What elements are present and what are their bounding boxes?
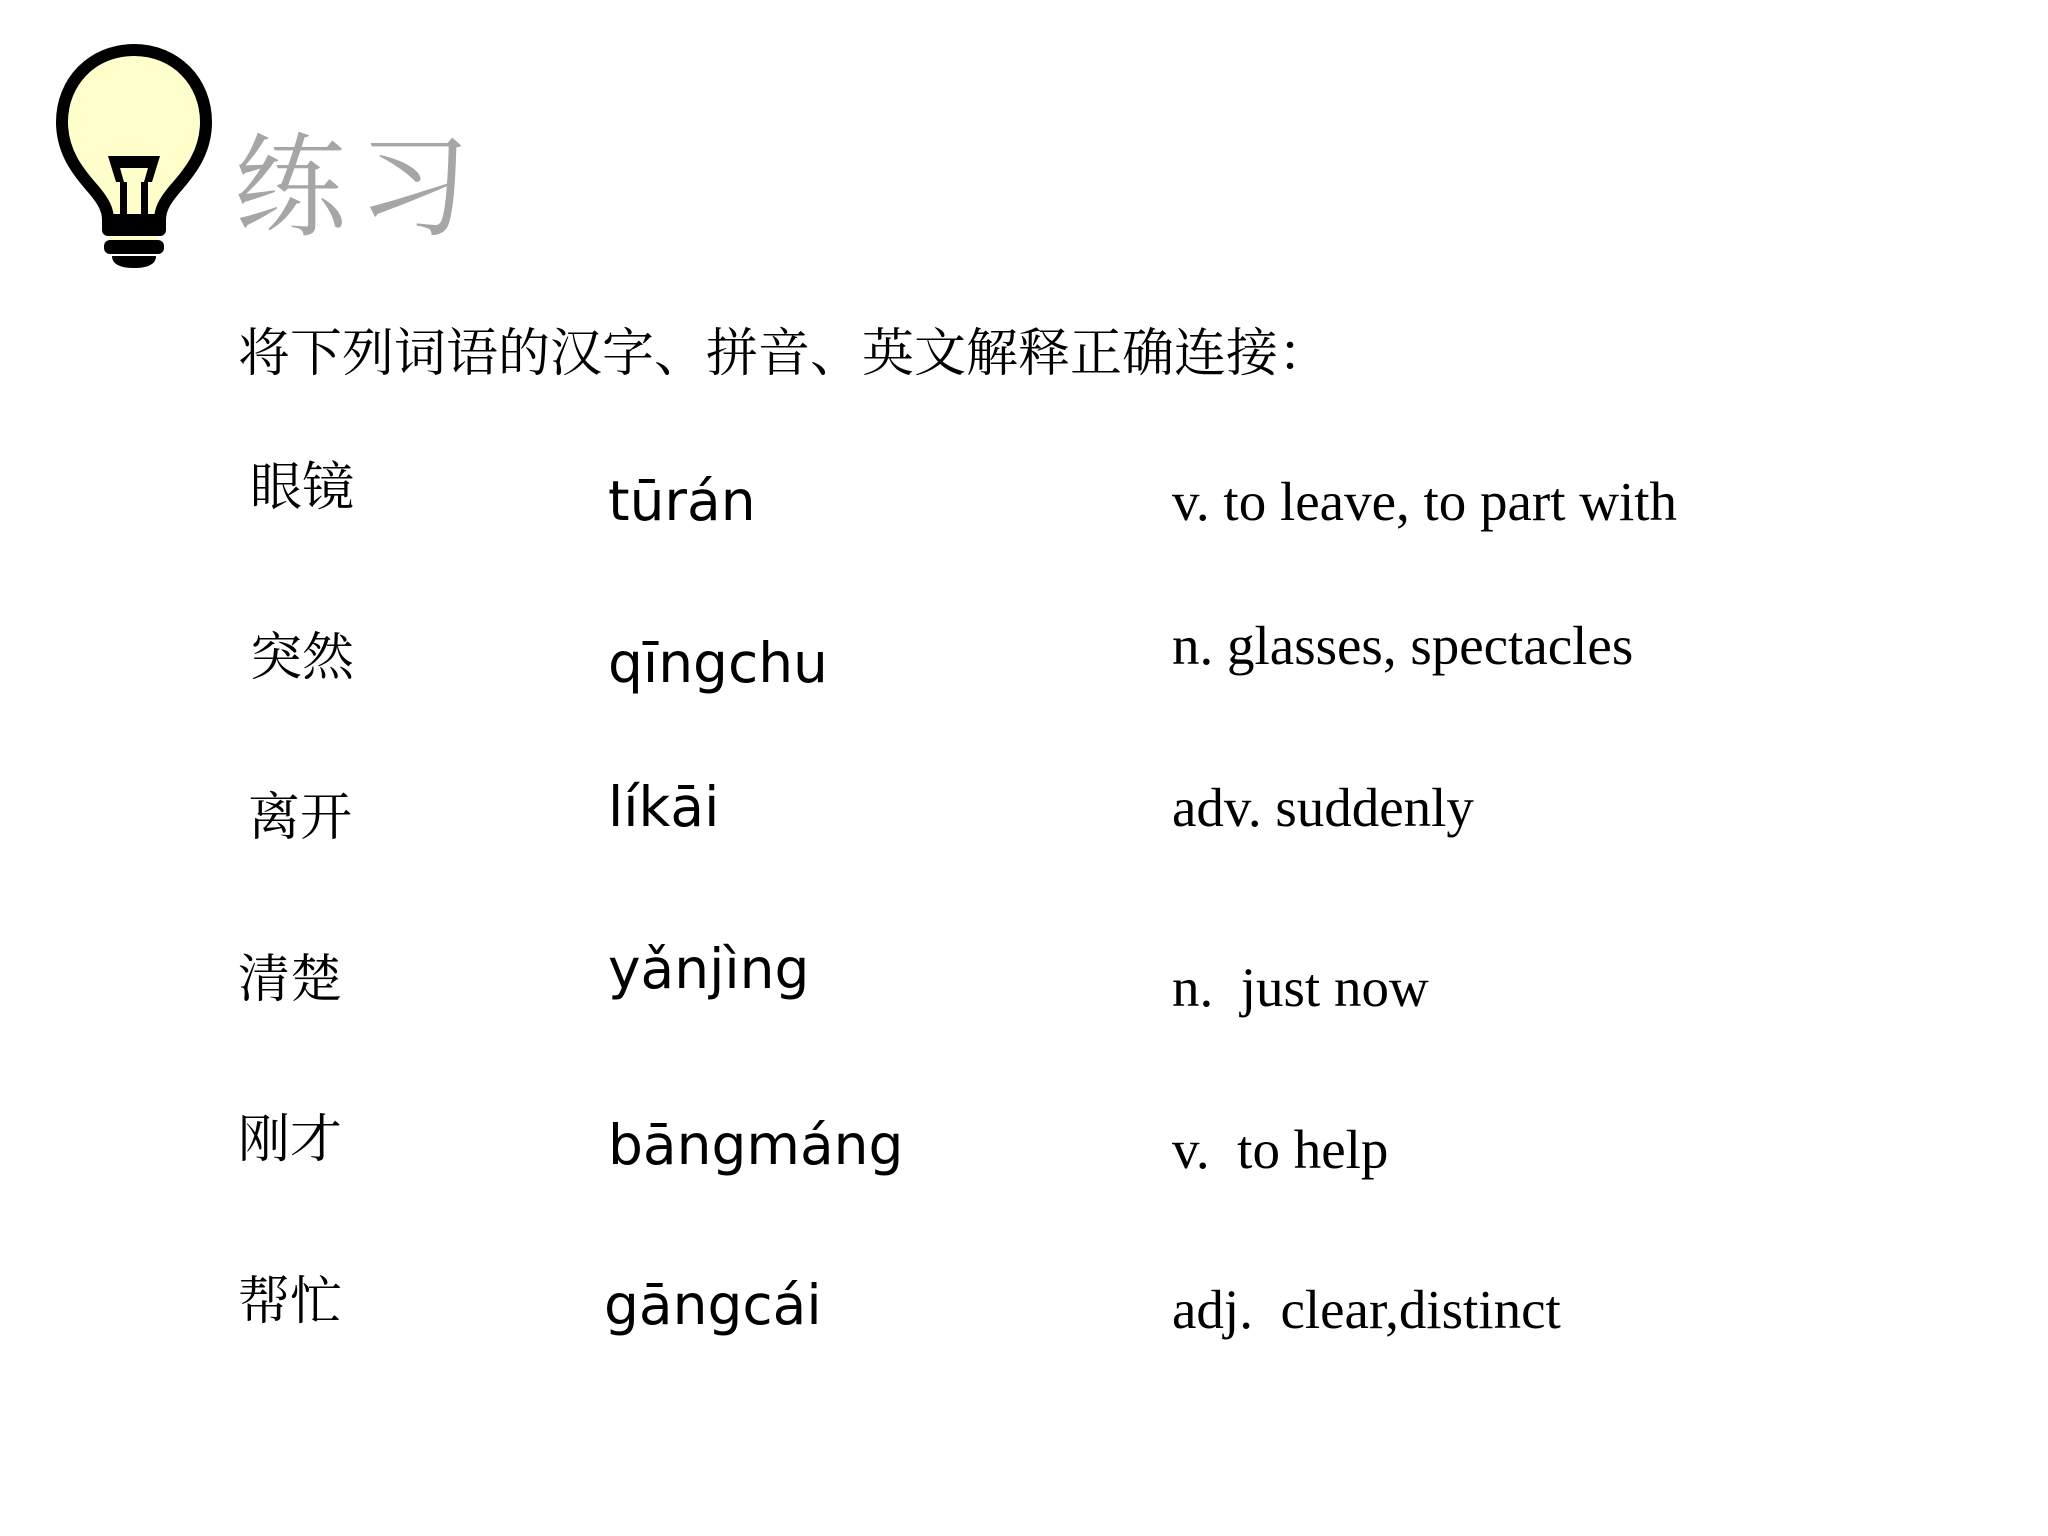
definition-item: n. glasses, spectacles xyxy=(1172,615,1634,676)
hanzi-item: 清楚 xyxy=(238,950,343,1010)
pinyin-item: líkāi xyxy=(608,775,720,839)
hanzi-item: 眼镜 xyxy=(250,458,355,518)
hanzi-item: 刚才 xyxy=(238,1110,343,1170)
instruction-text: 将下列词语的汉字、拼音、英文解释正确连接： xyxy=(238,324,1331,384)
hanzi-item: 突然 xyxy=(250,628,355,688)
definition-item: adj. clear,distinct xyxy=(1172,1279,1561,1340)
pinyin-item: bāngmáng xyxy=(608,1113,904,1177)
page-title: 练习 xyxy=(234,123,482,253)
definition-item: n. just now xyxy=(1172,957,1429,1018)
definition-item: v. to leave, to part with xyxy=(1172,471,1678,532)
hanzi-item: 离开 xyxy=(248,788,353,848)
pinyin-item: yǎnjìng xyxy=(608,937,810,1001)
pinyin-item: tūrán xyxy=(608,469,756,533)
pinyin-item: qīngchu xyxy=(608,631,828,695)
hanzi-item: 帮忙 xyxy=(238,1272,343,1332)
lightbulb-icon xyxy=(56,44,212,270)
pinyin-item: gāngcái xyxy=(604,1273,822,1337)
definition-item: adv. suddenly xyxy=(1172,777,1474,838)
definition-item: v. to help xyxy=(1172,1119,1389,1180)
